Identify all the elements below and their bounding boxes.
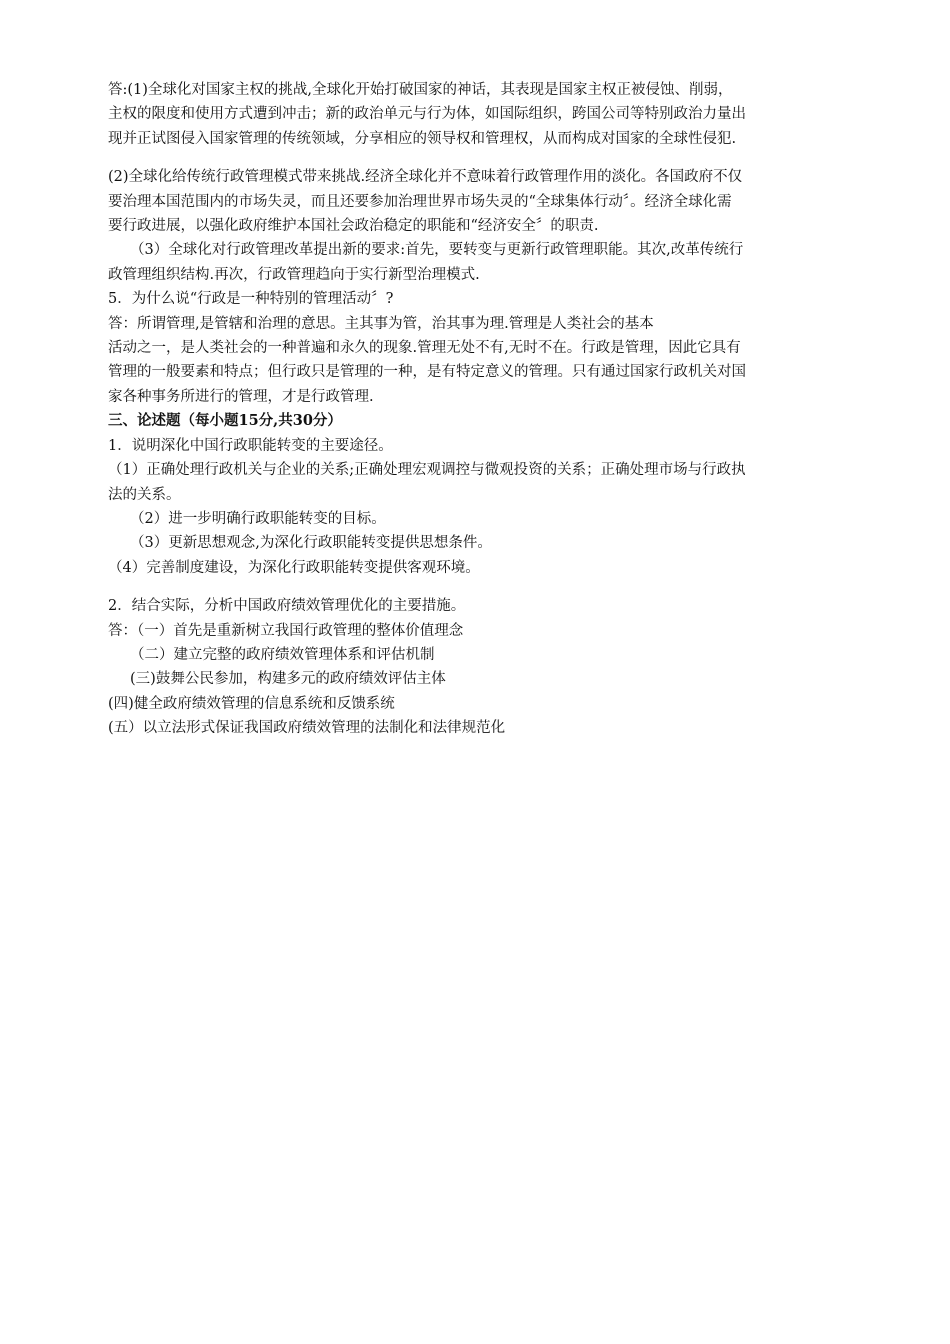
document-body — [108, 78, 848, 741]
text-line: 要行政进展，以强化政府维护本国社会政治稳定的职能和“经济安全〞的职责. — [108, 218, 599, 235]
text-line: 法的关系。 — [108, 486, 181, 503]
text-line: 管理的一般要素和特点；但行政只是管理的一种，是有特定意义的管理。只有通过国家行政机关对国 — [108, 364, 746, 381]
text-line: （2）进一步明确行政职能转变的目标。 — [130, 510, 386, 527]
text-line: 要治理本国范围内的市场失灵，而且还要参加治理世界市场失灵的“全球集体行动〞。经济全球化需 — [108, 193, 732, 210]
text-line: 现并正试图侵入国家管理的传统领域，分享相应的领导权和管理权，从而构成对国家的全球性侵犯. — [108, 130, 737, 147]
text-line: 主权的限度和使用方式遭到冲击；新的政治单元与行为体，如国际组织，跨国公司等特别政治力量出 — [108, 106, 746, 123]
text-line: 2．结合实际，分析中国政府绩效管理优化的主要措施。 — [108, 598, 466, 615]
text-line: （二）建立完整的政府绩效管理体系和评估机制 — [130, 646, 435, 663]
text-line: (三)鼓舞公民参加，构建多元的政府绩效评估主体 — [130, 671, 446, 688]
text-line: 5．为什么说“行政是一种特别的管理活动〞? — [108, 291, 394, 308]
text-line: 答：所谓管理,是管辖和治理的意思。主其事为管，治其事为理.管理是人类社会的基本 — [108, 315, 654, 332]
text-line: 答：（一）首先是重新树立我国行政管理的整体价值理念 — [108, 622, 464, 639]
text-line: （4）完善制度建设，为深化行政职能转变提供客观环境。 — [108, 559, 480, 576]
text-line: (四)健全政府绩效管理的信息系统和反馈系统 — [108, 695, 395, 712]
text-line: （3）全球化对行政管理改革提出新的要求:首先，要转变与更新行政管理职能。其次,改革传统行 — [130, 242, 744, 259]
text-line: （1）正确处理行政机关与企业的关系;正确处理宏观调控与微观投资的关系；正确处理市场与行政执 — [108, 462, 746, 479]
text-line: (五）以立法形式保证我国政府绩效管理的法制化和法律规范化 — [108, 720, 506, 737]
text-line: 政管理组织结构.再次，行政管理趋向于实行新型治理模式. — [108, 266, 480, 283]
text-line: 答:(1)全球化对国家主权的挑战,全球化开始打破国家的神话，其表现是国家主权正被侵蚀、削弱， — [108, 82, 733, 98]
section-heading: 三、论述题（每小题15分,共30分） — [108, 412, 342, 430]
text-line: (2)全球化给传统行政管理模式带来挑战.经济全球化并不意味着行政管理作用的淡化。各国政府不仅 — [108, 169, 743, 186]
text-line: 1．说明深化中国行政职能转变的主要途径。 — [108, 437, 393, 454]
text-line: 家各种事务所进行的管理，才是行政管理. — [108, 388, 374, 405]
text-line: 活动之一，是人类社会的一种普遍和永久的现象.管理无处不有,无时不在。行政是管理，因此它具有 — [108, 340, 741, 357]
text-line: （3）更新思想观念,为深化行政职能转变提供思想条件。 — [130, 535, 492, 552]
document-page — [108, 78, 848, 741]
